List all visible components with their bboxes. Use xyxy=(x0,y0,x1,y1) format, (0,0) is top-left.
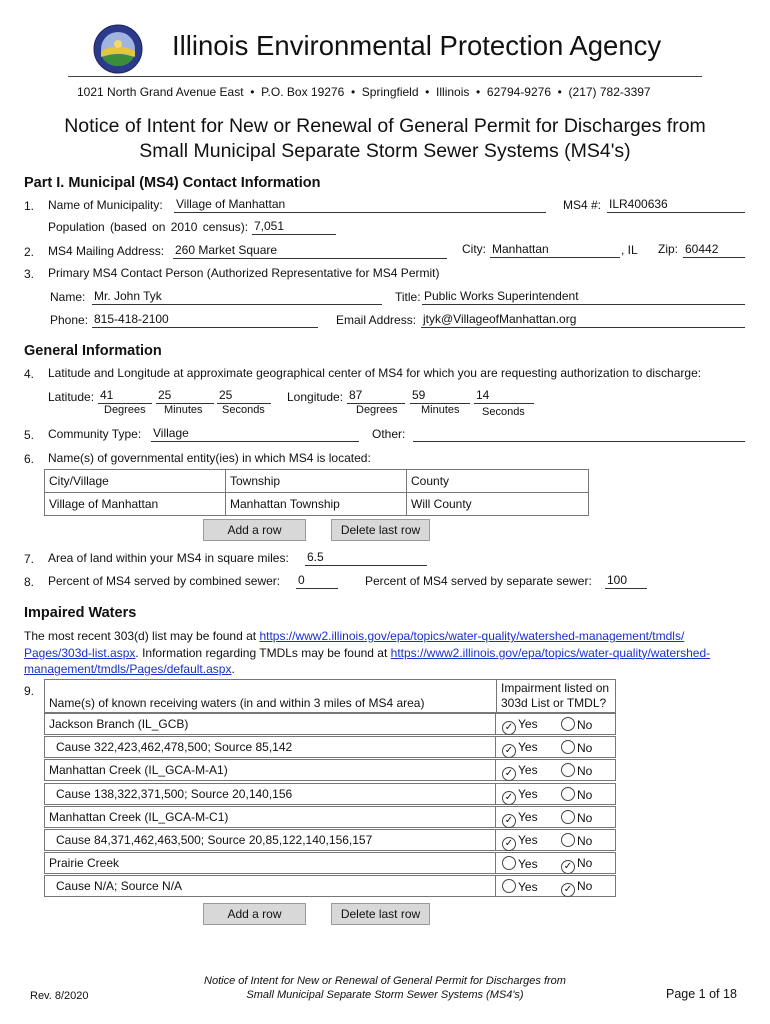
agency-seal xyxy=(93,24,143,74)
impairment-yes-option[interactable] xyxy=(502,717,538,735)
yes-radio-icon[interactable] xyxy=(502,879,516,893)
impairment-no-option[interactable] xyxy=(561,810,592,825)
lat-seconds-field[interactable]: 25 xyxy=(217,388,271,404)
info-text-2: . Information regarding TMDLs may be found at xyxy=(135,645,391,660)
waters-name-cell[interactable]: Prairie Creek xyxy=(45,853,496,873)
form-title-line1: Notice of Intent for New or Renewal of General Permit for Discharges from xyxy=(64,115,706,137)
agency-address: 1021 North Grand Avenue East • P.O. Box 19276 • Springfield • Illinois • 62794-9276 • (217) 782-3397 xyxy=(77,85,651,99)
lon-degrees-field[interactable]: 87 xyxy=(347,388,405,404)
yes-radio-checked-icon[interactable]: ✓ xyxy=(502,721,516,735)
waters-name-cell[interactable]: Cause 322,423,462,478,500; Source 85,142 xyxy=(45,737,496,757)
gov-entities-table xyxy=(44,469,589,516)
gov-county-cell[interactable]: Will County xyxy=(407,493,589,516)
q5-number: 5. xyxy=(24,428,35,442)
yes-label: Yes xyxy=(518,740,538,755)
part1-heading: Part I. Municipal (MS4) Contact Information xyxy=(24,175,321,191)
gov-delete-row-button[interactable]: Delete last row xyxy=(331,519,430,541)
municipality-label: Name of Municipality: xyxy=(48,198,163,212)
impairment-no-option[interactable] xyxy=(561,833,592,848)
no-radio-icon[interactable] xyxy=(561,787,575,801)
no-label: No xyxy=(577,879,593,894)
footer-title-2: Small Municipal Separate Storm Sewer Systems (MS4's) xyxy=(246,989,524,1001)
info-text-1: The most recent 303(d) list may be found at xyxy=(24,629,260,643)
email-field[interactable]: jtyk@VillageofManhattan.org xyxy=(421,312,745,328)
lat-minutes-field[interactable]: 25 xyxy=(156,388,214,404)
waters-col-name: Name(s) of known receiving waters (in and within 3 miles of MS4 area) xyxy=(49,696,425,710)
lat-minutes-caption: Minutes xyxy=(164,404,203,416)
lat-degrees-field[interactable]: 41 xyxy=(98,388,152,404)
no-radio-icon[interactable] xyxy=(561,810,575,824)
footer-title-1: Notice of Intent for New or Renewal of General Permit for Discharges from xyxy=(204,975,566,987)
yes-label: Yes xyxy=(518,833,538,847)
impairment-no-option[interactable] xyxy=(561,717,592,732)
yes-radio-checked-icon[interactable]: ✓ xyxy=(502,744,516,758)
impairment-yes-option[interactable] xyxy=(502,833,538,851)
gov-entities-label: Name(s) of governmental entity(ies) in which MS4 is located: xyxy=(48,451,371,465)
title-label: Title: xyxy=(395,290,421,304)
no-radio-icon[interactable] xyxy=(561,833,575,847)
waters-row xyxy=(44,806,616,828)
separate-sewer-field[interactable]: 100 xyxy=(605,573,647,589)
name-label: Name: xyxy=(50,290,86,304)
yes-label: Yes xyxy=(518,786,538,801)
q7-number: 7. xyxy=(24,552,35,566)
other-field[interactable] xyxy=(413,426,745,442)
gov-city-cell[interactable]: Village of Manhattan xyxy=(45,493,226,516)
community-type-field[interactable]: Village xyxy=(151,426,359,442)
contact-label: Primary MS4 Contact Person (Authorized Representative for MS4 Permit) xyxy=(48,266,440,280)
info-text-3: . xyxy=(231,662,235,676)
waters-col-divider xyxy=(496,680,497,712)
waters-name-cell[interactable]: Cause 84,371,462,463,500; Source 20,85,122,140,156,157 xyxy=(45,830,496,850)
waters-row xyxy=(44,759,616,781)
zip-label: Zip: xyxy=(658,242,679,256)
lon-minutes-field[interactable]: 59 xyxy=(410,388,470,404)
gov-data-row xyxy=(45,493,589,516)
303d-list-link-1[interactable]: https://www2.illinois.gov/epa/topics/water-quality/watershed-management/tmdls/ xyxy=(259,629,685,643)
yes-radio-checked-icon[interactable]: ✓ xyxy=(502,791,516,805)
waters-row xyxy=(44,713,616,735)
separate-sewer-label: Percent of MS4 served by separate sewer: xyxy=(365,574,592,588)
gov-header-township: Township xyxy=(226,470,407,493)
waters-col-impairment-1: Impairment listed on xyxy=(501,681,610,695)
title-field[interactable]: Public Works Superintendent xyxy=(422,289,745,305)
waters-row xyxy=(44,829,616,851)
impairment-yes-option[interactable] xyxy=(502,810,538,828)
lon-minutes-caption: Minutes xyxy=(421,404,460,416)
impairment-no-option[interactable] xyxy=(561,787,592,802)
303d-list-link-2[interactable]: Pages/303d-list.aspx xyxy=(24,645,136,660)
waters-add-row-button[interactable]: Add a row xyxy=(203,903,306,925)
yes-radio-checked-icon[interactable]: ✓ xyxy=(502,837,516,851)
header-divider xyxy=(68,76,702,77)
gov-header-county: County xyxy=(407,470,589,493)
other-label: Other: xyxy=(372,427,406,441)
no-label: No xyxy=(577,718,593,732)
gov-header-row xyxy=(45,470,589,493)
impairment-no-option[interactable] xyxy=(561,856,592,874)
latitude-label: Latitude: xyxy=(48,390,95,404)
combined-sewer-label: Percent of MS4 served by combined sewer: xyxy=(48,574,281,588)
waters-row xyxy=(44,875,616,897)
impairment-yes-option[interactable] xyxy=(502,856,538,871)
phone-field[interactable]: 815-418-2100 xyxy=(92,312,318,328)
yes-label: Yes xyxy=(518,857,538,872)
gov-township-cell[interactable]: Manhattan Township xyxy=(226,493,407,516)
impairment-no-option[interactable] xyxy=(561,763,592,778)
area-label: Area of land within your MS4 in square miles: xyxy=(48,551,289,565)
yes-radio-checked-icon[interactable]: ✓ xyxy=(502,814,516,828)
latlon-label: Latitude and Longitude at approximate geographical center of MS4 for which you are requesting authorization to discharge: xyxy=(48,366,702,380)
waters-col-impairment-2: 303d List or TMDL? xyxy=(501,696,607,710)
impairment-yes-option[interactable] xyxy=(502,787,538,805)
tmdl-link-1[interactable]: https://www2.illinois.gov/epa/topics/water-quality/watershed- xyxy=(390,645,711,660)
ms4-label: MS4 #: xyxy=(563,198,602,212)
ms4-field[interactable]: ILR400636 xyxy=(607,197,745,213)
q2-number: 2. xyxy=(24,245,35,259)
impairment-no-option[interactable] xyxy=(561,879,592,897)
q4-number: 4. xyxy=(24,367,35,381)
longitude-label: Longitude: xyxy=(287,390,344,404)
waters-header xyxy=(44,679,616,713)
waters-name-cell[interactable]: Manhattan Creek (IL_GCA-M-C1) xyxy=(45,807,496,827)
waters-row xyxy=(44,783,616,805)
mailing-field[interactable]: 260 Market Square xyxy=(173,243,447,259)
no-radio-icon[interactable] xyxy=(561,717,575,731)
combined-sewer-field[interactable]: 0 xyxy=(296,573,338,589)
lat-seconds-caption: Seconds xyxy=(222,404,265,416)
q9-number: 9. xyxy=(24,684,35,698)
no-label: No xyxy=(577,764,593,779)
no-label: No xyxy=(577,834,593,848)
no-radio-icon[interactable] xyxy=(561,740,575,754)
no-radio-icon[interactable] xyxy=(561,763,575,777)
impaired-info-text xyxy=(24,628,754,678)
no-radio-checked-icon[interactable]: ✓ xyxy=(561,860,575,874)
waters-name-cell[interactable]: Jackson Branch (IL_GCB) xyxy=(45,714,496,734)
q8-number: 8. xyxy=(24,575,35,589)
area-field[interactable]: 6.5 xyxy=(305,550,427,566)
yes-label: Yes xyxy=(518,880,538,895)
community-label: Community Type: xyxy=(48,427,142,441)
tmdl-link-2[interactable]: management/tmdls/Pages/default.aspx xyxy=(24,662,232,676)
municipality-field[interactable]: Village of Manhattan xyxy=(174,197,546,213)
email-label: Email Address: xyxy=(336,313,417,327)
q1-number: 1. xyxy=(24,199,35,213)
agency-name: Illinois Environmental Protection Agency xyxy=(172,30,662,61)
no-label: No xyxy=(577,856,593,871)
yes-label: Yes xyxy=(518,763,538,778)
footer-revision: Rev. 8/2020 xyxy=(30,990,89,1002)
impaired-heading: Impaired Waters xyxy=(24,605,137,621)
no-label: No xyxy=(577,741,593,756)
footer-page-number: Page 1 of 18 xyxy=(666,987,737,1001)
mailing-label: MS4 Mailing Address: xyxy=(48,244,165,258)
lon-seconds-caption: Seconds xyxy=(482,406,525,418)
waters-row xyxy=(44,736,616,758)
city-label: City: xyxy=(462,242,486,256)
lon-seconds-field[interactable]: 14 xyxy=(474,388,534,404)
impairment-yes-option[interactable] xyxy=(502,879,538,894)
waters-name-cell[interactable]: Cause N/A; Source N/A xyxy=(45,876,496,896)
waters-name-cell[interactable]: Manhattan Creek (IL_GCA-M-A1) xyxy=(45,760,496,780)
general-heading: General Information xyxy=(24,343,162,359)
waters-row xyxy=(44,852,616,874)
no-label: No xyxy=(577,787,593,802)
lat-degrees-caption: Degrees xyxy=(104,404,146,416)
yes-radio-icon[interactable] xyxy=(502,856,516,870)
lon-degrees-caption: Degrees xyxy=(356,404,398,416)
gov-header-city: City/Village xyxy=(45,470,226,493)
phone-label: Phone: xyxy=(50,313,89,327)
no-radio-checked-icon[interactable]: ✓ xyxy=(561,883,575,897)
state-text: , IL xyxy=(621,243,638,257)
population-field[interactable]: 7,051 xyxy=(252,219,336,235)
waters-name-cell[interactable]: Cause 138,322,371,500; Source 20,140,156 xyxy=(45,784,496,804)
no-label: No xyxy=(577,810,593,825)
q3-number: 3. xyxy=(24,267,35,281)
q6-number: 6. xyxy=(24,452,35,466)
name-field[interactable]: Mr. John Tyk xyxy=(92,289,382,305)
yes-label: Yes xyxy=(518,809,538,824)
form-title-line2: Small Municipal Separate Storm Sewer Systems (MS4's) xyxy=(139,140,631,162)
city-field[interactable]: Manhattan xyxy=(490,242,620,258)
waters-delete-row-button[interactable]: Delete last row xyxy=(331,903,430,925)
impairment-no-option[interactable] xyxy=(561,740,592,755)
gov-add-row-button[interactable]: Add a row xyxy=(203,519,306,541)
impairment-yes-option[interactable] xyxy=(502,763,538,781)
zip-field[interactable]: 60442 xyxy=(683,242,745,258)
impairment-yes-option[interactable] xyxy=(502,740,538,758)
population-label: Population (based on 2010 census): xyxy=(48,220,249,234)
yes-radio-checked-icon[interactable]: ✓ xyxy=(502,767,516,781)
yes-label: Yes xyxy=(518,717,538,731)
